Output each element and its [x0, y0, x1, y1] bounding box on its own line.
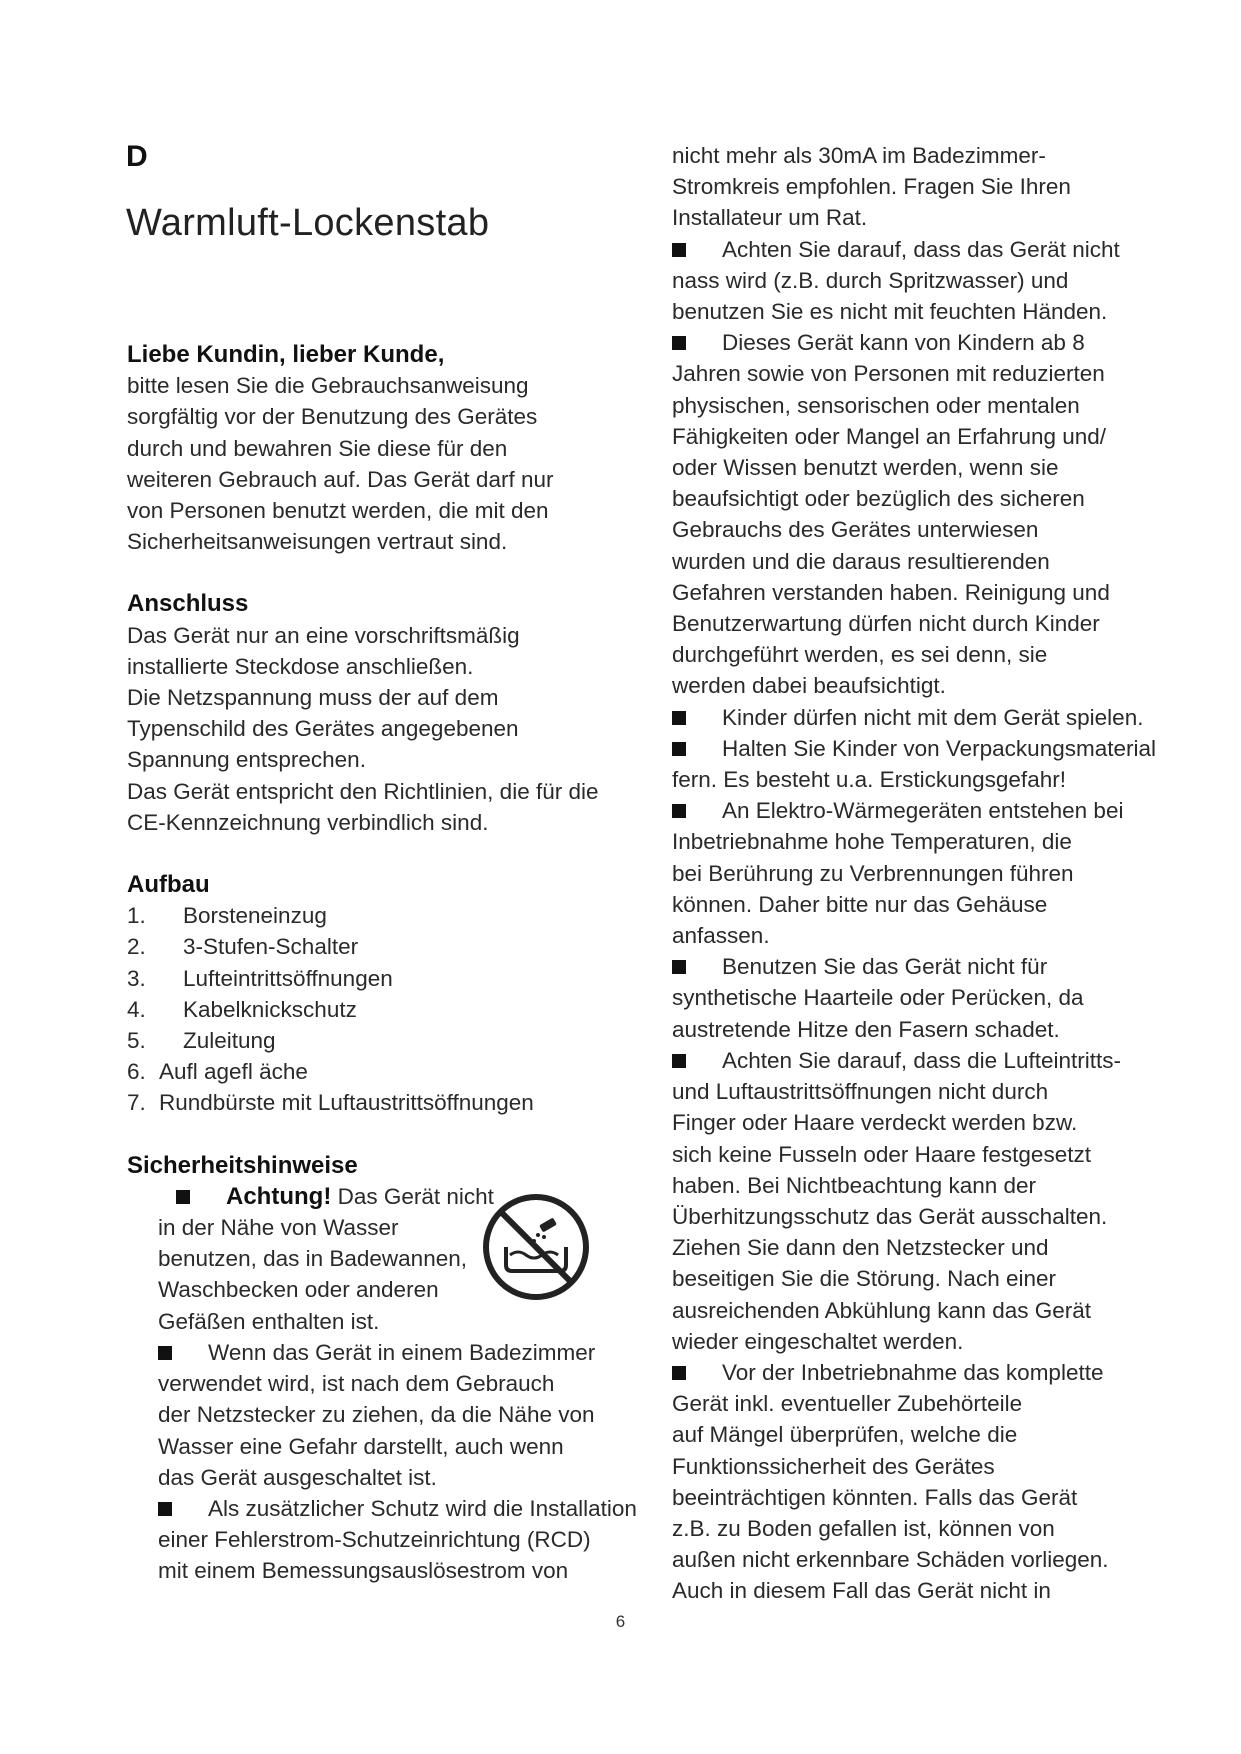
text-line: auf Mängel überprüfen, welche die [672, 1422, 1018, 1448]
text-line: wurden und die daraus resultierenden [672, 548, 1050, 574]
text-line: Kinder dürfen nicht mit dem Gerät spielen. [722, 704, 1144, 730]
text-line: fern. Es besteht u.a. Erstickungsgefahr! [672, 767, 1066, 793]
text-line [672, 327, 1172, 358]
text-line [672, 1045, 1172, 1076]
aufbau-heading: Aufbau [127, 871, 210, 899]
page-number: 6 [615, 1612, 626, 1631]
text-line: der Netzstecker zu ziehen, da die Nähe von [158, 1402, 595, 1428]
item-number: 6. [127, 1059, 146, 1085]
text-line: Sicherheitsanweisungen vertraut sind. [127, 529, 508, 555]
text-line: Auch in diesem Fall das Gerät nicht in [672, 1578, 1051, 1604]
bullet-square-icon [158, 1502, 172, 1516]
text-line: Inbetriebnahme hohe Temperaturen, die [672, 829, 1072, 855]
text-line: Als zusätzlicher Schutz wird die Installation [208, 1495, 637, 1521]
text-line: Benutzen Sie das Gerät nicht für [722, 954, 1048, 980]
text-line: beaufsichtigt oder bezüglich des sicheren [672, 486, 1085, 512]
text-line: synthetische Haarteile oder Perücken, da [672, 985, 1084, 1011]
text-line [672, 795, 1172, 826]
text-line [672, 234, 1172, 265]
text-line: An Elektro-Wärmegeräten entstehen bei [722, 798, 1124, 824]
text-line: Stromkreis empfohlen. Fragen Sie Ihren [672, 174, 1071, 200]
achtung-label: Achtung! [226, 1182, 332, 1210]
safety-bullet [672, 1357, 1172, 1607]
safety-bullet [672, 702, 1172, 733]
bath-warning [127, 1337, 647, 1493]
item-number: 4. [127, 996, 146, 1022]
achtung-block [127, 1181, 647, 1337]
item-text: Borsteneinzug [183, 903, 327, 929]
text-line: Jahren sowie von Personen mit reduzierten [672, 361, 1105, 387]
right-column [672, 140, 1172, 1607]
text-line: außen nicht erkennbare Schäden vorliegen. [672, 1547, 1109, 1573]
anschluss-text [127, 620, 647, 838]
text-line: Fähigkeiten oder Mangel an Erfahrung und/ [672, 423, 1107, 449]
text-line: Das Gerät nicht [337, 1183, 494, 1209]
bullet-square-icon [672, 243, 686, 257]
text-line: austretende Hitze den Fasern schadet. [672, 1016, 1060, 1042]
item-number: 3. [127, 965, 146, 991]
list-item [127, 994, 647, 1025]
sicherheit-heading: Sicherheitshinweise [127, 1151, 358, 1179]
text-line [672, 951, 1172, 982]
text-line: bitte lesen Sie die Gebrauchsanweisung [127, 373, 529, 399]
safety-bullet [672, 234, 1172, 328]
text-line: anfassen. [672, 923, 770, 949]
safety-bullet [672, 951, 1172, 1045]
text-line [672, 702, 1172, 733]
text-line: weiteren Gebrauch auf. Das Gerät darf nur [127, 466, 554, 492]
item-number: 2. [127, 934, 146, 960]
list-item [127, 1056, 647, 1087]
text-line: beeinträchtigen könnten. Falls das Gerät [672, 1484, 1078, 1510]
bullet-square-icon [672, 1366, 686, 1380]
rcd-warning [127, 1493, 647, 1587]
text-line: und Luftaustrittsöffnungen nicht durch [672, 1079, 1049, 1105]
text-line: Gerät inkl. eventueller Zubehörteile [672, 1391, 1023, 1417]
text-line: Benutzerwartung dürfen nicht durch Kinder [672, 611, 1100, 637]
bullet-square-icon [672, 1054, 686, 1068]
left-column [127, 339, 647, 1587]
text-line: können. Daher bitte nur das Gehäuse [672, 891, 1048, 917]
text-line: ausreichenden Abkühlung kann das Gerät [672, 1297, 1092, 1323]
text-line: Das Gerät nur an eine vorschriftsmäßig [127, 622, 520, 648]
text-line: Finger oder Haare verdeckt werden bzw. [672, 1110, 1078, 1136]
text-line: sich keine Fusseln oder Haare festgesetzt [672, 1141, 1091, 1167]
item-text: Aufl agefl äche [159, 1059, 308, 1085]
text-line: Vor der Inbetriebnahme das komplette [722, 1359, 1104, 1385]
text-line: verwendet wird, ist nach dem Gebrauch [158, 1371, 555, 1397]
text-line: Halten Sie Kinder von Verpackungsmaterial [722, 735, 1156, 761]
safety-bullet [672, 733, 1172, 795]
text-line: Überhitzungsschutz das Gerät ausschalten. [672, 1203, 1108, 1229]
text-line: Spannung entsprechen. [127, 747, 366, 773]
parts-list [127, 900, 647, 1118]
text-line [158, 1337, 647, 1368]
safety-bullets [672, 234, 1172, 1607]
text-line: z.B. zu Boden gefallen ist, können von [672, 1515, 1055, 1541]
text-line: Funktionssicherheit des Gerätes [672, 1453, 995, 1479]
safety-bullet [672, 795, 1172, 951]
safety-bullet [672, 327, 1172, 701]
item-text: Kabelknickschutz [183, 996, 357, 1022]
anschluss-heading: Anschluss [127, 590, 249, 618]
text-line: bei Berührung zu Verbrennungen führen [672, 860, 1074, 886]
text-line: nass wird (z.B. durch Spritzwasser) und [672, 267, 1069, 293]
no-bath-water-icon [480, 1191, 592, 1303]
text-line: das Gerät ausgeschaltet ist. [158, 1464, 437, 1490]
item-text: Lufteintrittsöffnungen [183, 965, 393, 991]
item-number: 1. [127, 903, 146, 929]
text-line: Ziehen Sie dann den Netzstecker und [672, 1235, 1049, 1261]
text-line: benutzen Sie es nicht mit feuchten Händen. [672, 299, 1108, 325]
text-line: Installateur um Rat. [672, 205, 868, 231]
list-item [127, 931, 647, 962]
text-line: benutzen, das in Badewannen, [158, 1246, 467, 1272]
text-line: Typenschild des Gerätes angegebenen [127, 716, 519, 742]
text-line: Die Netzspannung muss der auf dem [127, 685, 499, 711]
greeting-text [127, 370, 647, 557]
item-text: Rundbürste mit Luftaustrittsöffnungen [159, 1090, 534, 1116]
text-line: Achten Sie darauf, dass die Lufteintritts- [722, 1047, 1121, 1073]
text-line: Gefäßen enthalten ist. [158, 1308, 380, 1334]
text-line: CE-Kennzeichnung verbindlich sind. [127, 809, 489, 835]
text-line: beseitigen Sie die Störung. Nach einer [672, 1266, 1056, 1292]
text-line: werden dabei beaufsichtigt. [672, 673, 946, 699]
page-title: Warmluft-Lockenstab [126, 202, 490, 244]
text-line [672, 1357, 1172, 1388]
text-line: Waschbecken oder anderen [158, 1277, 439, 1303]
text-line: oder Wissen benutzt werden, wenn sie [672, 455, 1059, 481]
bullet-square-icon [672, 804, 686, 818]
text-line: installierte Steckdose anschließen. [127, 653, 474, 679]
bullet-square-icon [158, 1346, 172, 1360]
text-line: Achten Sie darauf, dass das Gerät nicht [722, 236, 1120, 262]
text-line: Wasser eine Gefahr darstellt, auch wenn [158, 1433, 564, 1459]
language-code: D [126, 140, 148, 173]
item-number: 5. [127, 1028, 146, 1054]
text-line: wieder eingeschaltet werden. [672, 1328, 964, 1354]
text-line: durchgeführt werden, es sei denn, sie [672, 642, 1048, 668]
text-line: Wenn das Gerät in einem Badezimmer [208, 1339, 596, 1365]
text-line [672, 733, 1172, 764]
list-item [127, 963, 647, 994]
text-line: sorgfältig vor der Benutzung des Gerätes [127, 404, 538, 430]
text-line: Dieses Gerät kann von Kindern ab 8 [722, 330, 1085, 356]
item-number: 7. [127, 1090, 146, 1116]
list-item [127, 1087, 647, 1118]
text-line: Das Gerät entspricht den Richtlinien, die für die [127, 778, 599, 804]
bullet-square-icon [672, 336, 686, 350]
greeting-heading: Liebe Kundin, lieber Kunde, [127, 341, 445, 368]
bullet-square-icon [176, 1190, 190, 1204]
item-text: Zuleitung [183, 1028, 276, 1054]
text-line: physischen, sensorischen oder mentalen [672, 392, 1080, 418]
list-item [127, 900, 647, 931]
safety-bullet [672, 1045, 1172, 1357]
bullet-square-icon [672, 742, 686, 756]
bullet-square-icon [672, 960, 686, 974]
text-line: nicht mehr als 30mA im Badezimmer- [672, 143, 1046, 168]
list-item [127, 1025, 647, 1056]
text-line: Gebrauchs des Gerätes unterwiesen [672, 517, 1039, 543]
text-line [158, 1493, 647, 1524]
text-line: von Personen benutzt werden, die mit den [127, 498, 549, 524]
text-line: mit einem Bemessungsauslösestrom von [158, 1558, 569, 1584]
text-line: Gefahren verstanden haben. Reinigung und [672, 579, 1110, 605]
text-line: in der Nähe von Wasser [158, 1215, 399, 1241]
text-line: durch und bewahren Sie diese für den [127, 435, 508, 461]
text-line: haben. Bei Nichtbeachtung kann der [672, 1172, 1037, 1198]
text-line: einer Fehlerstrom-Schutzeinrichtung (RCD) [158, 1527, 591, 1553]
bullet-square-icon [672, 711, 686, 725]
item-text: 3-Stufen-Schalter [183, 934, 359, 960]
